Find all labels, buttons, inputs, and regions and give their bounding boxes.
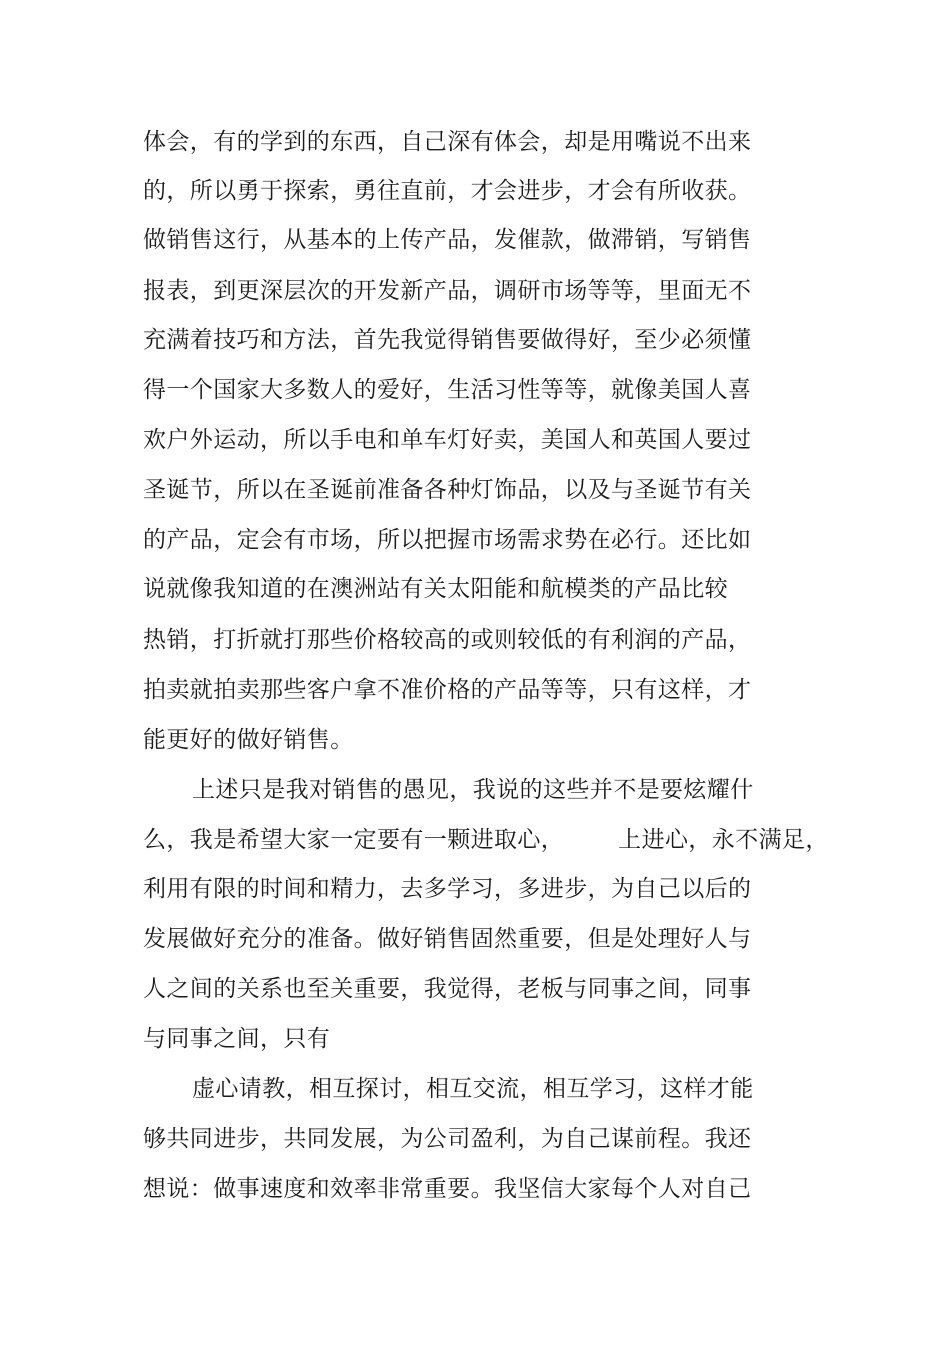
body-text-line: 做销售这行，从基本的上传产品，发催款，做滞销，写销售 (143, 227, 752, 253)
body-text-line: 能更好的做好销售。 (143, 727, 354, 753)
paragraph-start-line: 虚心请教，相互探讨，相互交流，相互学习，这样才能 (192, 1076, 754, 1102)
body-text-line: 发展做好充分的准备。做好销售固然重要，但是处理好人与 (143, 926, 752, 952)
body-text-line: 说就像我知道的在澳洲站有关太阳能和航模类的产品比较 (143, 576, 728, 602)
body-text-line: 热销，打折就打那些价格较高的或则较低的有利润的产品， (143, 627, 752, 653)
body-text-line: 利用有限的时间和精力，去多学习，多进步，为自己以后的 (143, 876, 752, 902)
body-text-line: 得一个国家大多数人的爱好，生活习性等等，就像美国人喜 (143, 377, 752, 403)
body-text-line: 报表，到更深层次的开发新产品，调研市场等等，里面无不 (143, 278, 752, 304)
body-text-line: 的产品，定会有市场，所以把握市场需求势在必行。还比如 (143, 527, 752, 553)
body-text-line: 想说：做事速度和效率非常重要。我坚信大家每个人对自己 (143, 1176, 752, 1202)
body-text-line: 体会，有的学到的东西，自己深有体会，却是用嘴说不出来 (143, 129, 752, 155)
body-text-line: 人之间的关系也至关重要，我觉得，老板与同事之间，同事 (143, 976, 752, 1002)
body-text-line: 充满着技巧和方法，首先我觉得销售要做得好，至少必须懂 (143, 327, 752, 353)
body-text-line: 么，我是希望大家一定要有一颗进取心， 上进心，永不满足， (143, 827, 829, 853)
body-text-line: 拍卖就拍卖那些客户拿不准价格的产品等等，只有这样，才 (143, 677, 752, 703)
body-text-line: 的，所以勇于探索，勇往直前，才会进步，才会有所收获。 (143, 178, 752, 204)
body-text-line: 圣诞节，所以在圣诞前准备各种灯饰品，以及与圣诞节有关 (143, 477, 752, 503)
body-text-line: 与同事之间，只有 (143, 1026, 331, 1052)
body-text-line: 欢户外运动，所以手电和单车灯好卖，美国人和英国人要过 (143, 427, 752, 453)
body-text-line: 够共同进步，共同发展，为公司盈利，为自己谋前程。我还 (143, 1126, 752, 1152)
paragraph-start-line: 上述只是我对销售的愚见，我说的这些并不是要炫耀什 (192, 777, 754, 803)
